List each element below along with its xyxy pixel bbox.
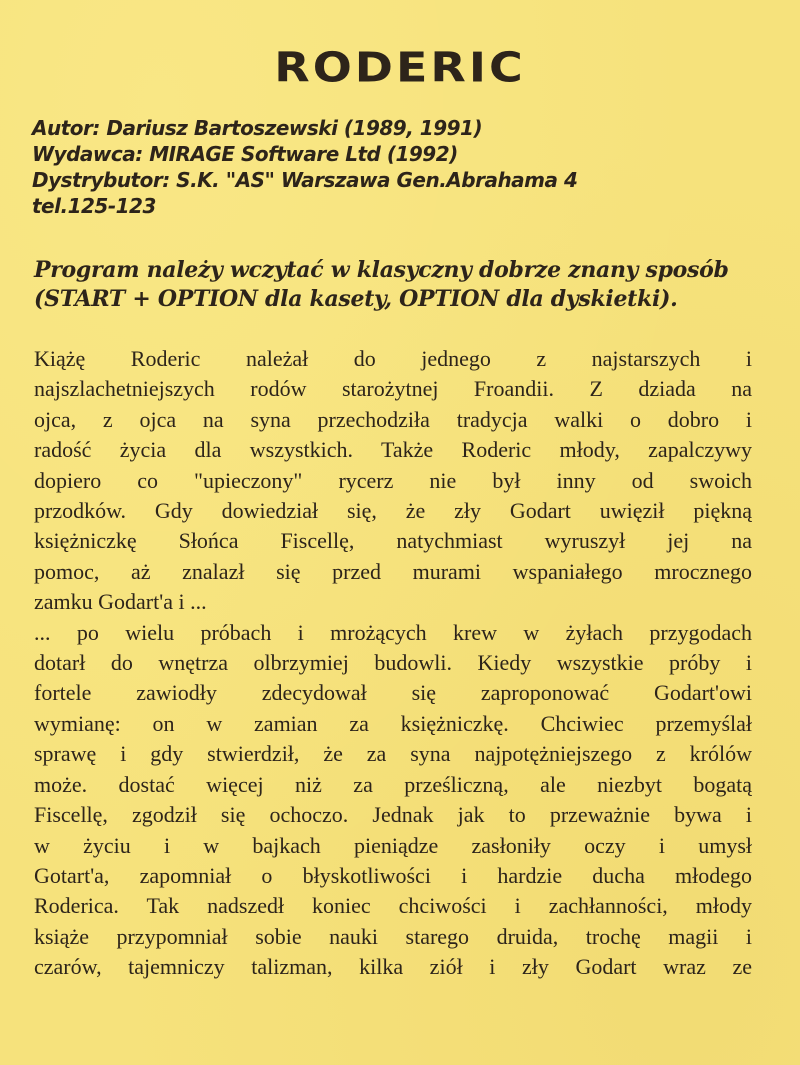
instructions-line: (START + OPTION dla kasety, OPTION dla dyskietki).: [34, 286, 678, 312]
story-line: Fiscellę, zgodził się ochoczo. Jednak jak to przeważnie bywa i: [34, 802, 752, 828]
credits-block: [32, 115, 772, 219]
story-line: ... po wielu próbach i mrożących krew w żyłach przygodach: [34, 619, 752, 645]
story-text: [34, 344, 752, 983]
instructions-line: Program należy wczytać w klasyczny dobrze znany sposób: [34, 257, 729, 283]
story-line: pomoc, aż znalazł się przed murami wspaniałego mrocznego: [34, 558, 752, 584]
story-line: w życiu i w bajkach pieniądze zasłoniły oczy i umysł: [34, 832, 752, 858]
story-line: Roderica. Tak nadszedł koniec chciwości i zachłanności, młody: [34, 893, 752, 919]
story-line: sprawę i gdy stwierdził, że za syna najpotężniejszego z królów: [34, 741, 752, 767]
game-title: RODERIC: [274, 42, 526, 92]
story-line: może. dostać więcej niż za prześliczną, ale niezbyt bogatą: [34, 771, 752, 797]
phone-line: tel.125-123: [32, 194, 156, 218]
author-line: Autor: Dariusz Bartoszewski (1989, 1991): [32, 116, 483, 140]
story-line: Kiążę Roderic należał do jednego z najstarszych i: [34, 346, 752, 371]
story-line: czarów, tajemniczy talizman, kilka ziół i zły Godart wraz ze: [34, 954, 752, 980]
story-line: radość życia dla wszystkich. Także Roderic młody, zapalczywy: [34, 437, 752, 463]
story-line: przodków. Gdy dowiedział się, że zły Godart uwięził piękną: [34, 498, 752, 524]
story-line: dotarł do wnętrza olbrzymiej budowli. Kiedy wszystkie próby i: [34, 650, 752, 676]
story-line: dopiero co "upieczony" rycerz nie był inny od swoich: [34, 467, 752, 493]
publisher-line: Wydawca: MIRAGE Software Ltd (1992): [32, 142, 458, 166]
story-line: zamku Godart'a i ...: [34, 589, 207, 615]
story-line: Gotart'a, zapomniał o błyskotliwości i hardzie ducha młodego: [34, 862, 752, 888]
loading-instructions: [34, 256, 774, 314]
story-line: książe przypomniał sobie nauki starego druida, trochę magii i: [34, 923, 752, 949]
story-line: najszlachetniejszych rodów starożytnej Froandii. Z dziada na: [34, 376, 752, 402]
distributor-line: Dystrybutor: S.K. "AS" Warszawa Gen.Abrahama 4: [32, 168, 578, 192]
story-line: wymianę: on w zamian za księżniczkę. Chciwiec przemyślał: [34, 710, 752, 736]
story-line: fortele zawiodły zdecydował się zaproponować Godart'owi: [34, 680, 752, 706]
story-line: księżniczkę Słońca Fiscellę, natychmiast wyruszył jej na: [34, 528, 752, 554]
story-line: ojca, z ojca na syna przechodziła tradycja walki o dobro i: [34, 406, 752, 432]
